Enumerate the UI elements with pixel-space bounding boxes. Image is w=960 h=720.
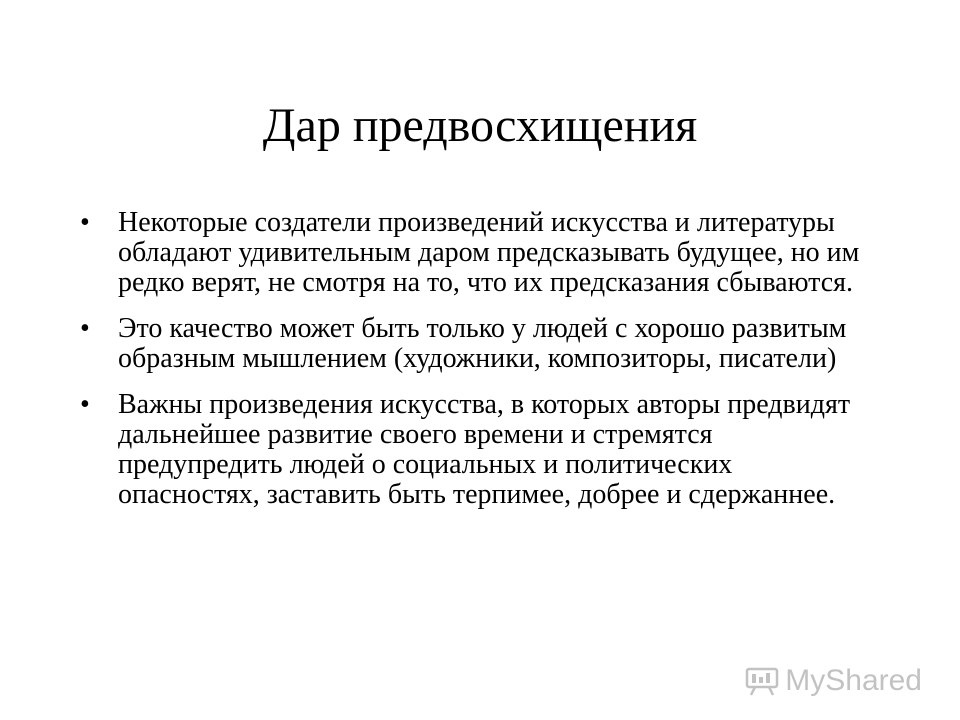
bullet-icon: • [80, 389, 90, 420]
watermark-text: MyShared [785, 664, 922, 697]
watermark [745, 664, 922, 698]
presentation-board-icon [745, 666, 779, 696]
bullet-icon: • [80, 207, 90, 238]
slide-title: Дар предвосхищения [262, 99, 698, 152]
bullet-item-1 [80, 208, 880, 298]
bullet-text-2: Это качество может быть только у людей с хорошо развитым образным мышлением (художники, композиторы, писатели) [118, 313, 847, 374]
bullet-icon: • [80, 313, 90, 344]
bullet-list [80, 208, 880, 526]
bullet-item-2 [80, 314, 880, 374]
bullet-text-1: Некоторые создатели произведений искусства и литературы обладают удивительным даром предсказывать будущее, но им редко верят, не смотря на то, что их предсказания сбываются. [118, 207, 860, 298]
bullet-text-3: Важны произведения искусства, в которых авторы предвидят дальнейшее развитие своего времени и стремятся предупредить людей о социальных и политических опасностях, заставить быть терпимее, добрее и сдержаннее. [118, 389, 851, 510]
bullet-item-3 [80, 390, 880, 510]
